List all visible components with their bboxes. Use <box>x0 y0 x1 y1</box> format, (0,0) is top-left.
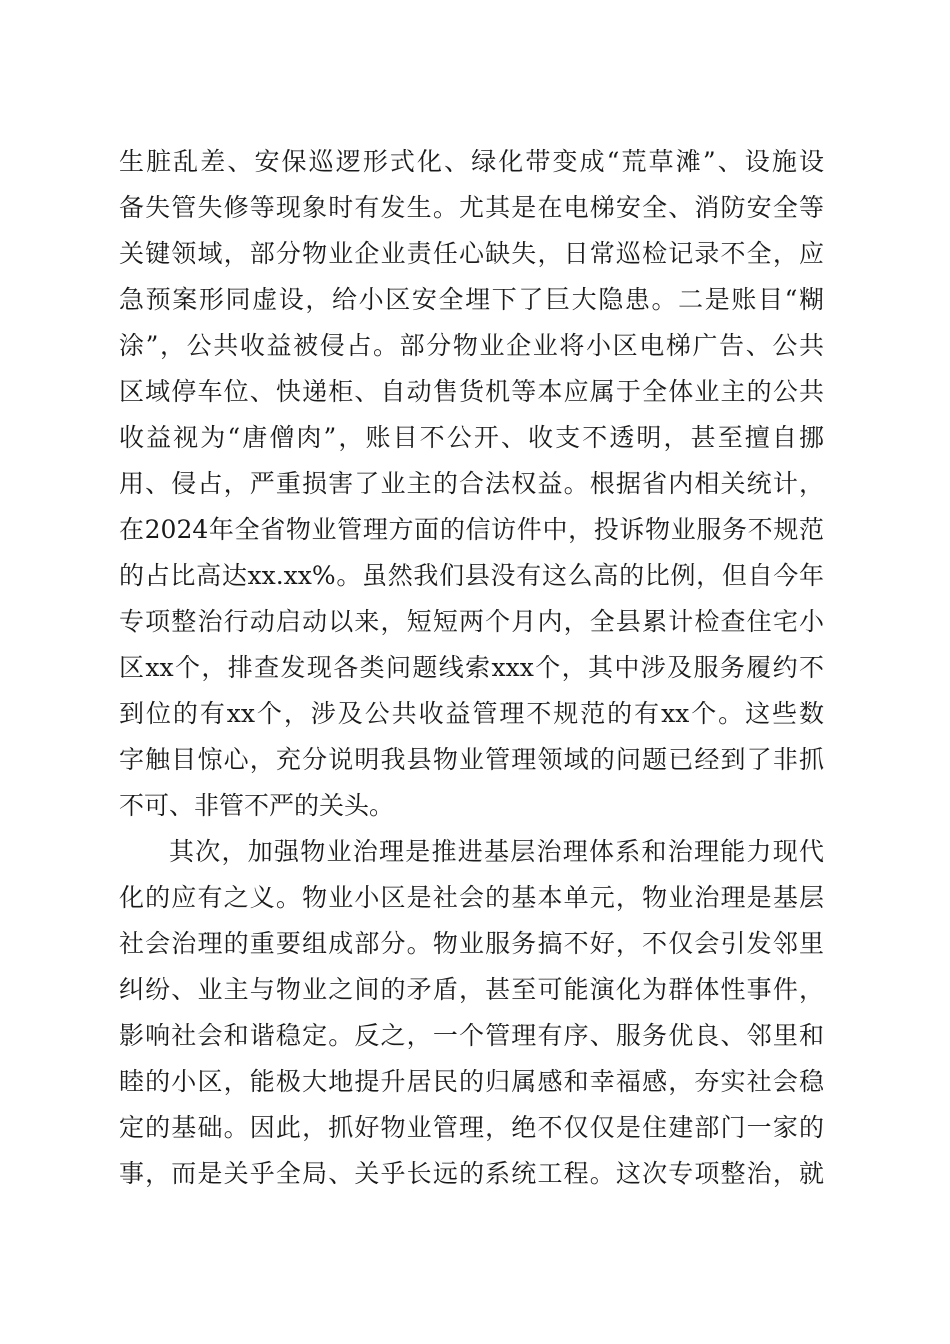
paragraph-line: 到位的有xx个，涉及公共收益管理不规范的有xx个。这些数 <box>119 699 824 728</box>
paragraph-line: 纠纷、业主与物业之间的矛盾，甚至可能演化为群体性事件， <box>119 975 824 1004</box>
paragraph-line: 的占比高达xx.xx%。虽然我们县没有这么高的比例，但自今年 <box>119 561 824 590</box>
paragraph-line: 关键领域，部分物业企业责任心缺失，日常巡检记录不全，应 <box>119 239 824 268</box>
paragraph-line: 化的应有之义。物业小区是社会的基本单元，物业治理是基层 <box>119 883 824 912</box>
paragraph-line: 收益视为“唐僧肉”，账目不公开、收支不透明，甚至擅自挪 <box>119 423 824 452</box>
paragraph-line: 用、侵占，严重损害了业主的合法权益。根据省内相关统计， <box>119 469 824 498</box>
paragraph-line: 急预案形同虚设，给小区安全埋下了巨大隐患。二是账目“糊 <box>119 285 824 314</box>
paragraph-line: 生脏乱差、安保巡逻形式化、绿化带变成“荒草滩”、设施设 <box>119 147 824 176</box>
paragraph-line: 事，而是关乎全局、关乎长远的系统工程。这次专项整治，就 <box>119 1159 824 1188</box>
paragraph-line: 社会治理的重要组成部分。物业服务搞不好，不仅会引发邻里 <box>119 929 824 958</box>
paragraph-line: 不可、非管不严的关头。 <box>119 791 395 820</box>
paragraph-line: 区xx个，排查发现各类问题线索xxx个，其中涉及服务履约不 <box>119 653 824 682</box>
paragraph-line: 定的基础。因此，抓好物业管理，绝不仅仅是住建部门一家的 <box>119 1113 824 1142</box>
paragraph-line: 其次，加强物业治理是推进基层治理体系和治理能力现代 <box>169 837 824 866</box>
paragraph-line: 睦的小区，能极大地提升居民的归属感和幸福感，夯实社会稳 <box>119 1067 824 1096</box>
paragraph-line: 专项整治行动启动以来，短短两个月内，全县累计检查住宅小 <box>119 607 824 636</box>
paragraph-line: 涂”，公共收益被侵占。部分物业企业将小区电梯广告、公共 <box>119 331 824 360</box>
paragraph-line: 影响社会和谐稳定。反之，一个管理有序、服务优良、邻里和 <box>119 1021 824 1050</box>
paragraph-line: 在2024年全省物业管理方面的信访件中，投诉物业服务不规范 <box>119 515 824 544</box>
paragraph-line: 字触目惊心，充分说明我县物业管理领域的问题已经到了非抓 <box>119 745 824 774</box>
paragraph-line: 区域停车位、快递柜、自动售货机等本应属于全体业主的公共 <box>119 377 824 406</box>
paragraph-line: 备失管失修等现象时有发生。尤其是在电梯安全、消防安全等 <box>119 193 824 222</box>
